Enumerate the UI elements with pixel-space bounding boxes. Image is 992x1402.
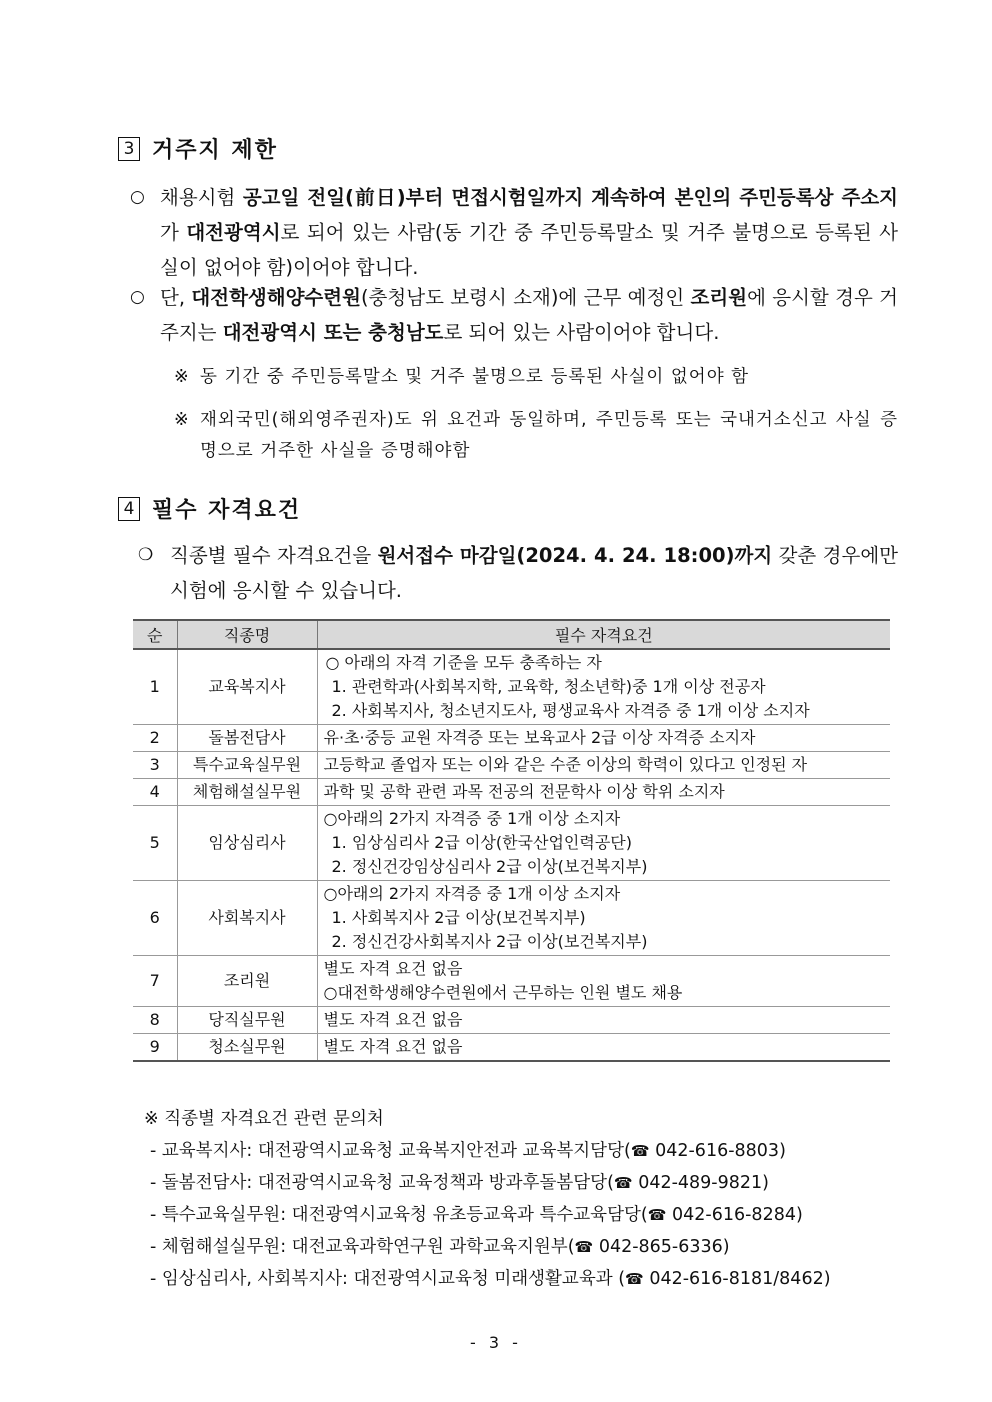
row-number: 1 [133,649,177,725]
contact-item: - 특수교육실무원: 대전광역시교육청 유초등교육과 특수교육담당(☎ 042-616-8284) [150,1205,803,1225]
requirement-line: 과학 및 공학 관련 과목 전공의 전문학사 이상 학위 소지자 [323,782,725,801]
phone-number: 042-489-9821 [638,1173,763,1193]
table-row [133,806,890,881]
section-3-heading [118,133,278,164]
phone-icon: ☎ [630,1142,650,1160]
phone-number: 042-616-8181/8462 [649,1269,824,1289]
job-title: 조리원 [177,956,317,1007]
note-1: ※ 동 기간 중 주민등록말소 및 거주 불명으로 등록된 사실이 없어야 함 [200,362,900,393]
requirement-cell [317,806,890,881]
table-row [133,1034,890,1062]
job-title: 사회복지사 [177,881,317,956]
job-title: 교육복지사 [177,649,317,725]
job-title: 당직실무원 [177,1007,317,1034]
table-row [133,649,890,725]
contact-item: - 돌봄전담사: 대전광역시교육청 교육정책과 방과후돌봄담당(☎ 042-489-9821) [150,1173,769,1193]
requirement-line: ○대전학생해양수련원에서 근무하는 인원 별도 채용 [323,983,683,1002]
row-number: 2 [133,725,177,752]
section-3-number: 3 [118,137,140,161]
header-job: 직종명 [177,620,317,649]
phone-icon: ☎ [613,1174,633,1192]
requirement-cell [317,649,890,725]
requirement-line: ○아래의 2가지 자격증 중 1개 이상 소지자 [323,809,621,828]
requirement-cell [317,956,890,1007]
section-3-title: 거주지 제한 [152,138,278,163]
section-4-heading [118,493,301,524]
row-number: 6 [133,881,177,956]
row-number: 9 [133,1034,177,1062]
circle-bullet-icon: ○ [130,187,145,207]
header-no: 순 [133,620,177,649]
residence-paragraph-1: ○ 채용시험 공고일 전일(前日)부터 면접시험일까지 계속하여 본인의 주민등록상 주소지가 대전광역시로 되어 있는 사람(동 기간 중 주민등록말소 및 거주 불명으로 등록된 사실이 없어야 함)이어야 합니다. [160,180,898,285]
job-title: 임상심리사 [177,806,317,881]
requirement-line: 2. 정신건강임상심리사 2급 이상(보건복지부) [331,857,648,876]
table-body [133,649,890,1061]
row-number: 8 [133,1007,177,1034]
section-4-number: 4 [118,497,140,521]
contact-item: - 교육복지사: 대전광역시교육청 교육복지안전과 교육복지담당(☎ 042-616-8803) [150,1141,786,1161]
table-row [133,1007,890,1034]
table-row [133,752,890,779]
phone-number: 042-616-8284 [672,1205,796,1225]
phone-icon: ☎ [574,1238,594,1256]
requirement-cell [317,881,890,956]
requirement-line: 1. 관련학과(사회복지학, 교육학, 청소년학)중 1개 이상 전공자 [331,677,766,696]
header-requirement: 필수 자격요건 [317,620,890,649]
requirement-line: 별도 자격 요건 없음 [323,1010,463,1029]
requirement-cell [317,1007,890,1034]
requirements-table [133,619,890,1062]
job-title: 청소실무원 [177,1034,317,1062]
reference-mark-icon: ※ [174,410,190,430]
qualification-paragraph: ❍ 직종별 필수 자격요건을 원서접수 마감일(2024. 4. 24. 18:00)까지 갖춘 경우에만 시험에 응시할 수 있습니다. [170,538,898,608]
job-title: 특수교육실무원 [177,752,317,779]
job-title: 체험해설실무원 [177,779,317,806]
phone-icon: ☎ [647,1206,667,1224]
row-number: 3 [133,752,177,779]
table-row [133,779,890,806]
requirement-cell [317,1034,890,1062]
row-number: 5 [133,806,177,881]
section-4-title: 필수 자격요건 [152,498,302,523]
requirement-line: 1. 사회복지사 2급 이상(보건복지부) [331,908,586,927]
contact-item: - 임상심리사, 사회복지사: 대전광역시교육청 미래생활교육과 (☎ 042-616-8181/8462) [150,1269,831,1289]
hollow-circle-bullet-icon: ❍ [138,545,154,565]
requirement-line: ○ 아래의 자격 기준을 모두 충족하는 자 [325,653,602,672]
job-title: 돌봄전담사 [177,725,317,752]
phone-number: 042-616-8803 [655,1141,780,1161]
requirement-cell [317,752,890,779]
page-number: - 3 - [470,1333,522,1352]
requirement-cell [317,725,890,752]
requirement-line: 별도 자격 요건 없음 [323,1037,463,1056]
reference-mark-icon: ※ [174,367,190,387]
table-row [133,956,890,1007]
contact-item: - 체험해설실무원: 대전교육과학연구원 과학교육지원부(☎ 042-865-6336) [150,1237,730,1257]
requirement-line: 2. 사회복지사, 청소년지도사, 평생교육사 자격증 중 1개 이상 소지자 [331,701,810,720]
note-2: ※ 재외국민(해외영주권자)도 위 요건과 동일하며, 주민등록 또는 국내거소신고 사실 증명으로 거주한 사실을 증명해야함 [200,405,898,467]
requirement-line: 고등학교 졸업자 또는 이와 같은 수준 이상의 학력이 있다고 인정된 자 [323,755,808,774]
requirement-cell [317,779,890,806]
requirement-line: ○아래의 2가지 자격증 중 1개 이상 소지자 [323,884,621,903]
row-number: 7 [133,956,177,1007]
table-row [133,725,890,752]
residence-paragraph-2: ○ 단, 대전학생해양수련원(충청남도 보령시 소재)에 근무 예정인 조리원에 응시할 경우 거주지는 대전광역시 또는 충청남도로 되어 있는 사람이어야 합니다. [160,280,898,350]
phone-icon: ☎ [625,1270,644,1288]
circle-bullet-icon: ○ [130,287,145,307]
requirement-line: 1. 임상심리사 2급 이상(한국산업인력공단) [331,833,632,852]
table-row [133,881,890,956]
requirement-line: 별도 자격 요건 없음 [323,959,463,978]
contact-heading: ※ 직종별 자격요건 관련 문의처 [144,1109,384,1129]
phone-number: 042-865-6336 [598,1237,723,1257]
requirement-line: 2. 정신건강사회복지사 2급 이상(보건복지부) [331,932,648,951]
contact-list [144,1103,831,1295]
row-number: 4 [133,779,177,806]
table-header-row [133,620,890,649]
requirement-line: 유·초·중등 교원 자격증 또는 보육교사 2급 이상 자격증 소지자 [323,728,756,747]
